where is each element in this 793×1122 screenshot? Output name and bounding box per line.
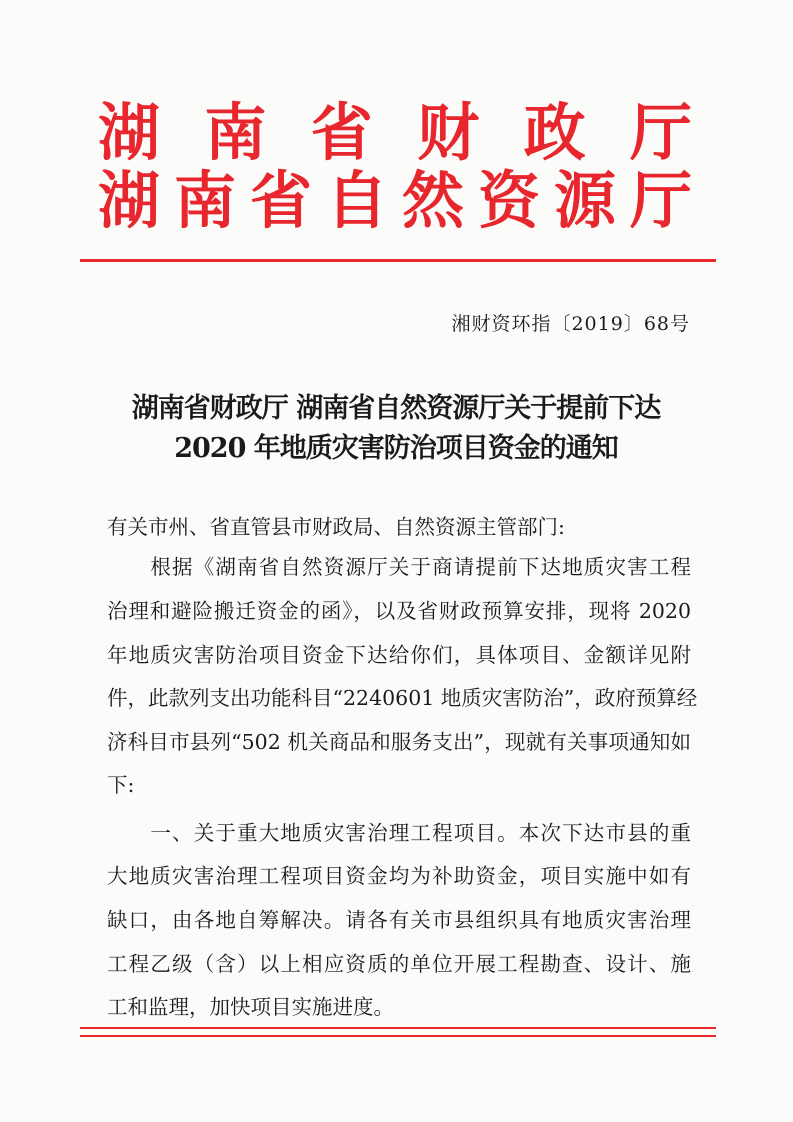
body-line: 济科目市县列“502 机关商品和服务支出”，现就有关事项通知如 xyxy=(107,730,691,754)
footer-divider-top xyxy=(80,1027,716,1029)
body-line: 下: xyxy=(107,773,135,797)
body-line: 年地质灾害防治项目资金下达给你们，具体项目、金额详见附 xyxy=(107,643,691,667)
document-title-line-2: 2020 年地质灾害防治项目资金的通知 xyxy=(174,433,618,464)
section-1-heading-line: 一、关于重大地质灾害治理工程项目。本次下达市县的重 xyxy=(107,821,691,845)
addressee: 有关市州、省直管县市财政局、自然资源主管部门: xyxy=(107,515,565,539)
letterhead-divider xyxy=(80,259,716,262)
body-line: 件，此款列支出功能科目“2240601 地质灾害防治”，政府预算经 xyxy=(107,686,698,710)
letterhead-natural-resources-department: 湖南省自然资源厅 xyxy=(98,164,698,237)
body-line: 根据《湖南省自然资源厅关于商请提前下达地质灾害工程 xyxy=(107,555,691,579)
document-number: 湘财资环指〔2019〕68号 xyxy=(451,313,690,335)
body-line: 治理和避险搬迁资金的函》，以及省财政预算安排，现将 2020 xyxy=(107,599,691,623)
body-line: 缺口，由各地自筹解决。请各有关市县组织具有地质灾害治理 xyxy=(107,908,691,932)
letterhead-finance-department: 湖南省财政厅 xyxy=(98,96,698,169)
footer-divider-bottom xyxy=(80,1035,716,1037)
body-line: 工和监理，加快项目实施进度。 xyxy=(107,995,394,1019)
document-title-line-1: 湖南省财政厅 湖南省自然资源厅关于提前下达 xyxy=(131,393,661,424)
body-line: 工程乙级（含）以上相应资质的单位开展工程勘查、设计、施 xyxy=(107,952,691,976)
body-line: 大地质灾害治理工程项目资金均为补助资金，项目实施中如有 xyxy=(107,864,691,888)
